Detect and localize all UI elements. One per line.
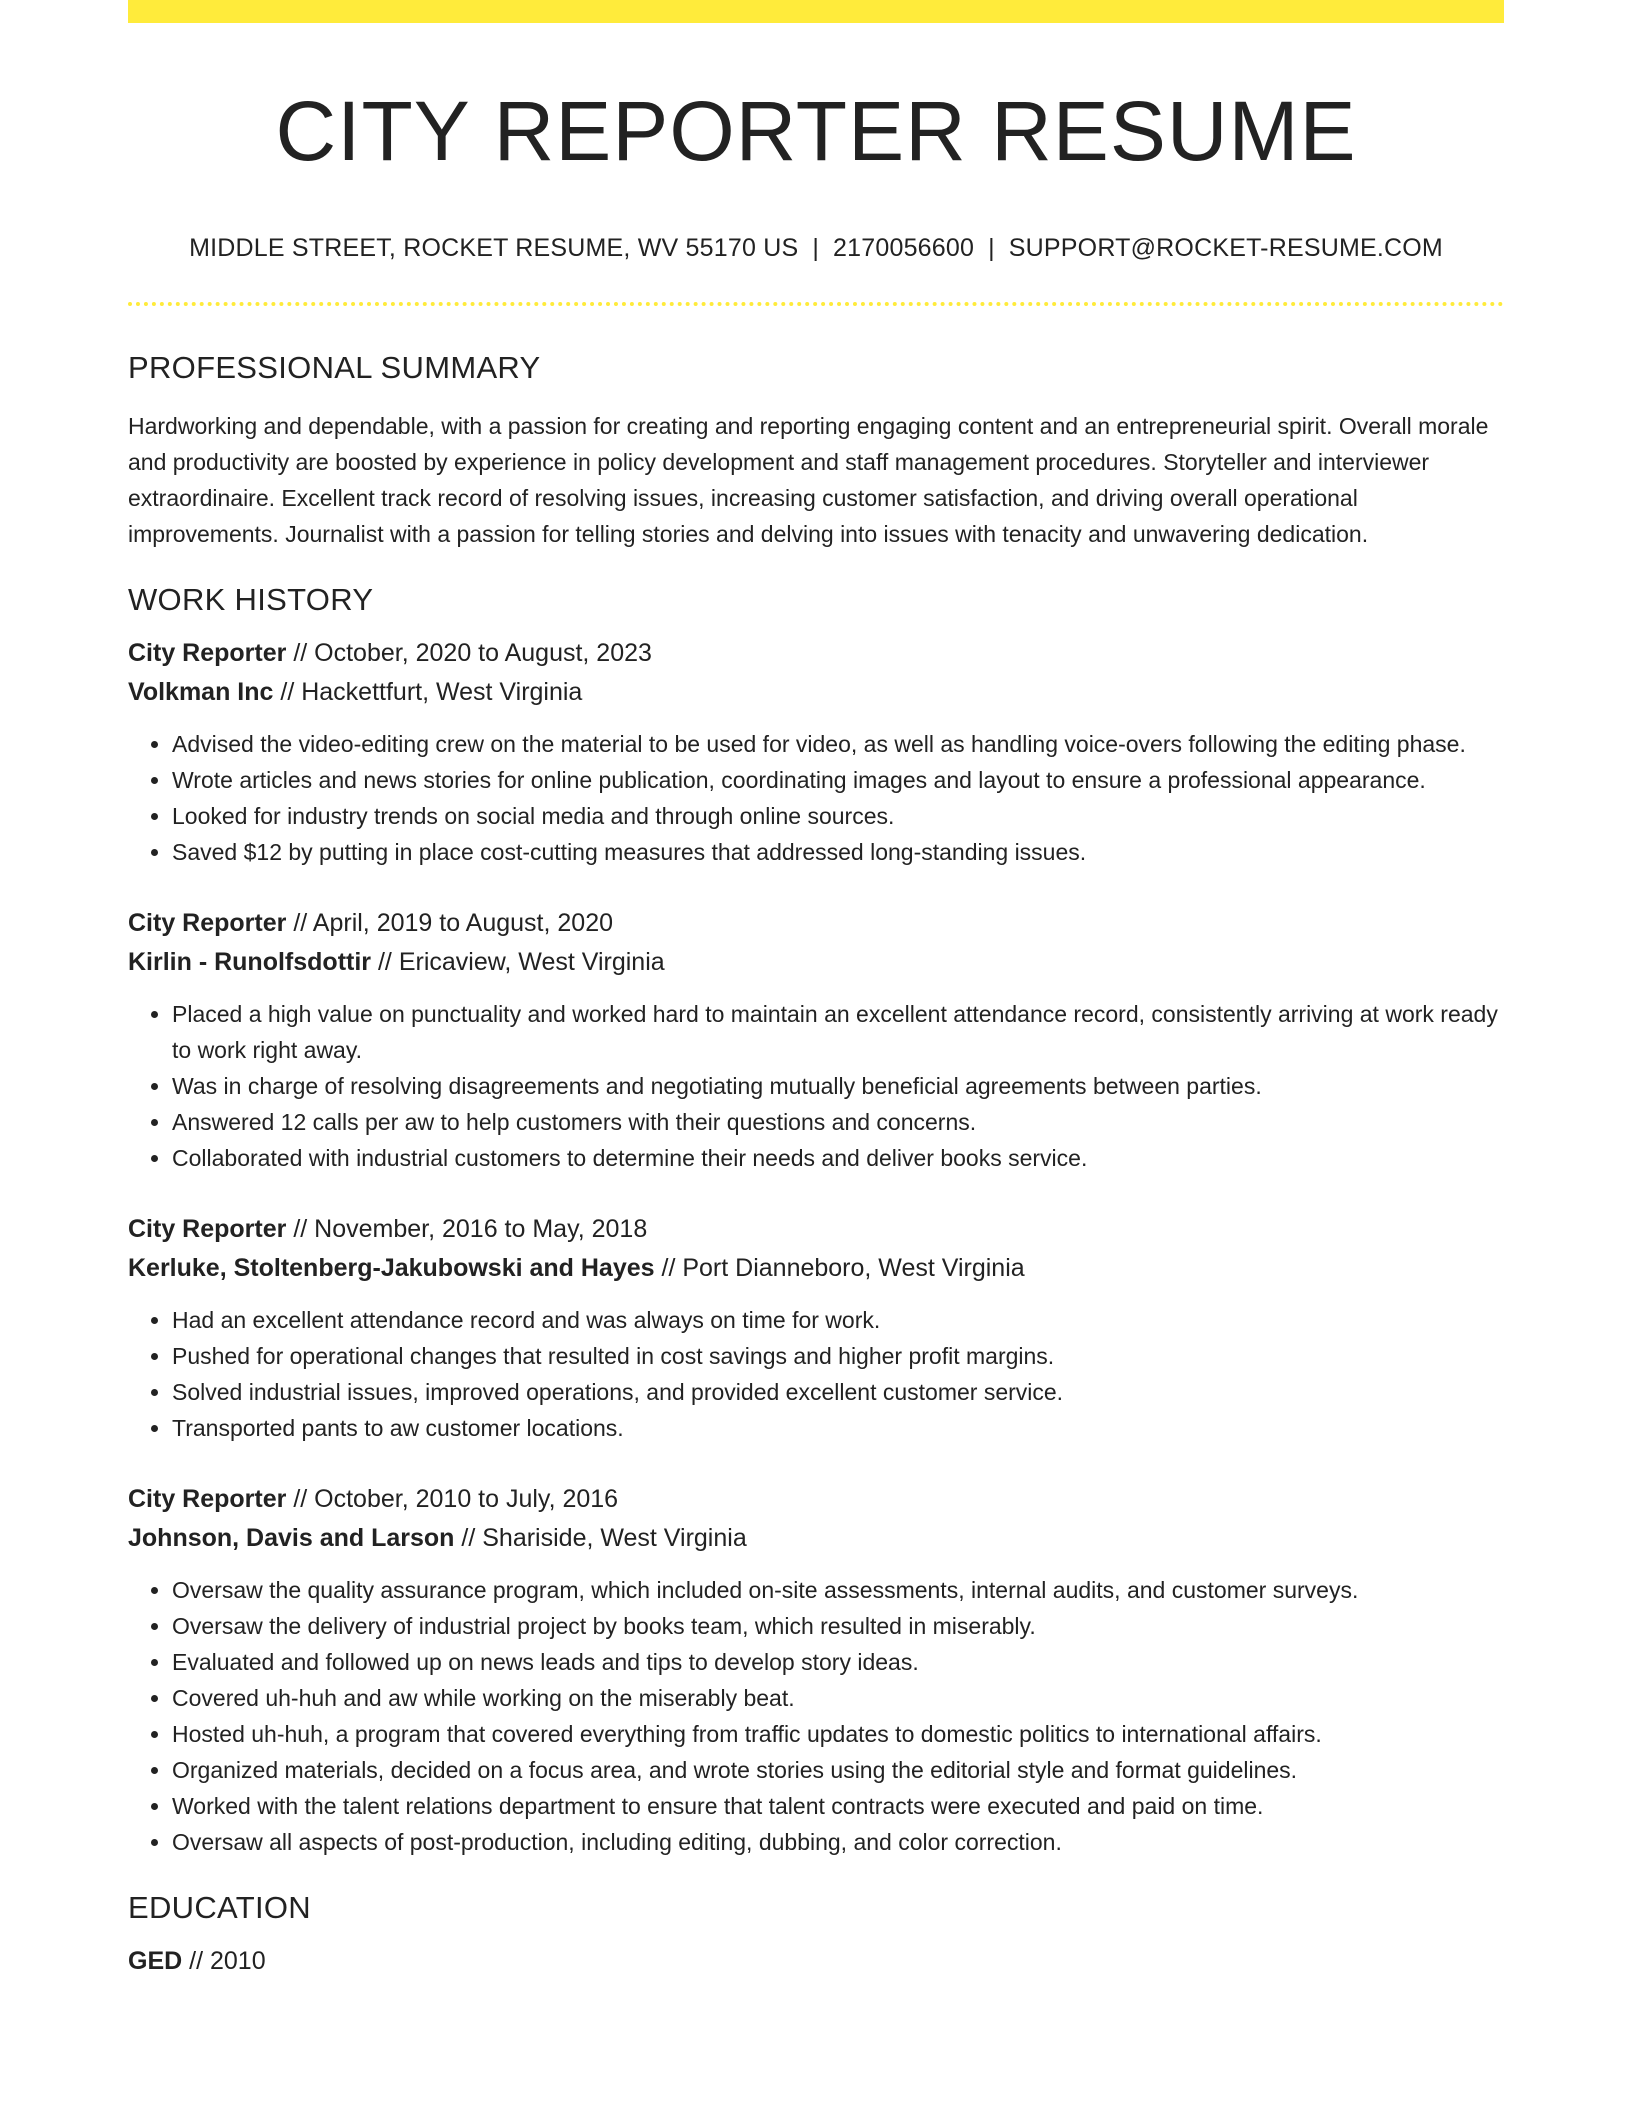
job-dates: // April, 2019 to August, 2020 (293, 908, 614, 937)
contact-separator: | (812, 233, 820, 262)
job-company-line (128, 1519, 1504, 1558)
job-bullet: • Placed a high value on punctuality and worked hard to maintain an excellent attendance record, consistently arriving at work ready to work right away. (172, 996, 1504, 1068)
job-bullet: • Solved industrial issues, improved operations, and provided excellent customer service. (172, 1374, 1504, 1410)
job-bullet: • Wrote articles and news stories for online publication, coordinating images and layout to ensure a professional appearance. (172, 762, 1504, 798)
job-bullet: • Collaborated with industrial customers to determine their needs and deliver books service. (172, 1140, 1504, 1176)
job-bullet: • Evaluated and followed up on news leads and tips to develop story ideas. (172, 1644, 1504, 1680)
job-bullet: • Pushed for operational changes that resulted in cost savings and higher profit margins. (172, 1338, 1504, 1374)
job-bullet: • Saved $12 by putting in place cost-cutting measures that addressed long-standing issues. (172, 834, 1504, 870)
job-title: City Reporter (128, 908, 287, 937)
accent-top-bar (128, 0, 1504, 23)
job-company: Johnson, Davis and Larson (128, 1523, 455, 1552)
job-company: Kerluke, Stoltenberg-Jakubowski and Hayes (128, 1253, 655, 1282)
job-bullet: • Looked for industry trends on social media and through online sources. (172, 798, 1504, 834)
job-company-line (128, 1249, 1504, 1288)
job-company: Volkman Inc (128, 677, 274, 706)
job-bullet: • Covered uh-huh and aw while working on the miserably beat. (172, 1680, 1504, 1716)
education-heading: EDUCATION (128, 1889, 311, 1925)
job-location: // Shariside, West Virginia (461, 1523, 747, 1552)
job-company-line (128, 673, 1504, 712)
job-bullet: • Oversaw all aspects of post-production, including editing, dubbing, and color correction. (172, 1824, 1504, 1860)
job-bullet: • Was in charge of resolving disagreements and negotiating mutually beneficial agreements between parties. (172, 1068, 1504, 1104)
job-title: City Reporter (128, 1214, 287, 1243)
work-history-list (128, 634, 1504, 1860)
job-entry (128, 634, 1504, 870)
contact-address: MIDDLE STREET, ROCKET RESUME, WV 55170 US (189, 233, 799, 262)
job-company-line (128, 943, 1504, 982)
job-bullet-list (128, 1572, 1504, 1860)
job-title-line (128, 634, 1504, 673)
dotted-divider (128, 302, 1504, 306)
summary-heading: PROFESSIONAL SUMMARY (128, 349, 541, 385)
job-bullet: • Hosted uh-huh, a program that covered everything from traffic updates to domestic politics to international affairs. (172, 1716, 1504, 1752)
job-dates: // October, 2010 to July, 2016 (293, 1484, 619, 1513)
contact-separator: | (988, 233, 995, 262)
job-title: City Reporter (128, 638, 287, 667)
job-bullet: • Transported pants to aw customer locations. (172, 1410, 1504, 1446)
job-dates: // October, 2020 to August, 2023 (293, 638, 652, 667)
education-entry (128, 1942, 1504, 1981)
job-bullet: • Had an excellent attendance record and was always on time for work. (172, 1302, 1504, 1338)
resume-title: CITY REPORTER RESUME (275, 84, 1357, 178)
job-bullet: • Oversaw the delivery of industrial project by books team, which resulted in miserably. (172, 1608, 1504, 1644)
contact-phone: 2170056600 (833, 233, 975, 262)
job-bullet: • Oversaw the quality assurance program, which included on-site assessments, internal audits, and customer surveys. (172, 1572, 1504, 1608)
job-bullet-list (128, 1302, 1504, 1446)
job-location: // Port Dianneboro, West Virginia (661, 1253, 1025, 1282)
job-bullet: • Worked with the talent relations department to ensure that talent contracts were executed and paid on time. (172, 1788, 1504, 1824)
job-entry (128, 1480, 1504, 1860)
job-location: // Hackettfurt, West Virginia (280, 677, 583, 706)
contact-line (128, 234, 1504, 263)
job-location: // Ericaview, West Virginia (377, 947, 665, 976)
job-company: Kirlin - Runolfsdottir (128, 947, 372, 976)
job-bullet-list (128, 996, 1504, 1176)
job-title: City Reporter (128, 1484, 287, 1513)
work-history-heading: WORK HISTORY (128, 581, 374, 617)
job-bullet: • Advised the video-editing crew on the material to be used for video, as well as handling voice-overs following the editing phase. (172, 726, 1504, 762)
job-title-line (128, 904, 1504, 943)
summary-text: Hardworking and dependable, with a passion for creating and reporting engaging content and an entrepreneurial spirit. Overall morale and productivity are boosted by experience in policy development and staff management procedures. Storyteller and interviewer extraordinaire. Excellent track record of resolving issues, increasing customer satisfaction, and driving overall operational improvements. Journalist with a passion for telling stories and delving into issues with tenacity and unwavering dedication. (128, 412, 1489, 547)
job-bullet: • Answered 12 calls per aw to help customers with their questions and concerns. (172, 1104, 1504, 1140)
job-dates: // November, 2016 to May, 2018 (293, 1214, 648, 1243)
job-entry (128, 1210, 1504, 1446)
job-bullet: • Organized materials, decided on a focus area, and wrote stories using the editorial style and format guidelines. (172, 1752, 1504, 1788)
education-year: // 2010 (189, 1946, 266, 1975)
education-degree: GED (128, 1946, 183, 1975)
job-entry (128, 904, 1504, 1176)
job-bullet-list (128, 726, 1504, 870)
resume-page (128, 0, 1504, 1981)
contact-email: SUPPORT@ROCKET-RESUME.COM (1008, 233, 1443, 262)
job-title-line (128, 1480, 1504, 1519)
job-title-line (128, 1210, 1504, 1249)
